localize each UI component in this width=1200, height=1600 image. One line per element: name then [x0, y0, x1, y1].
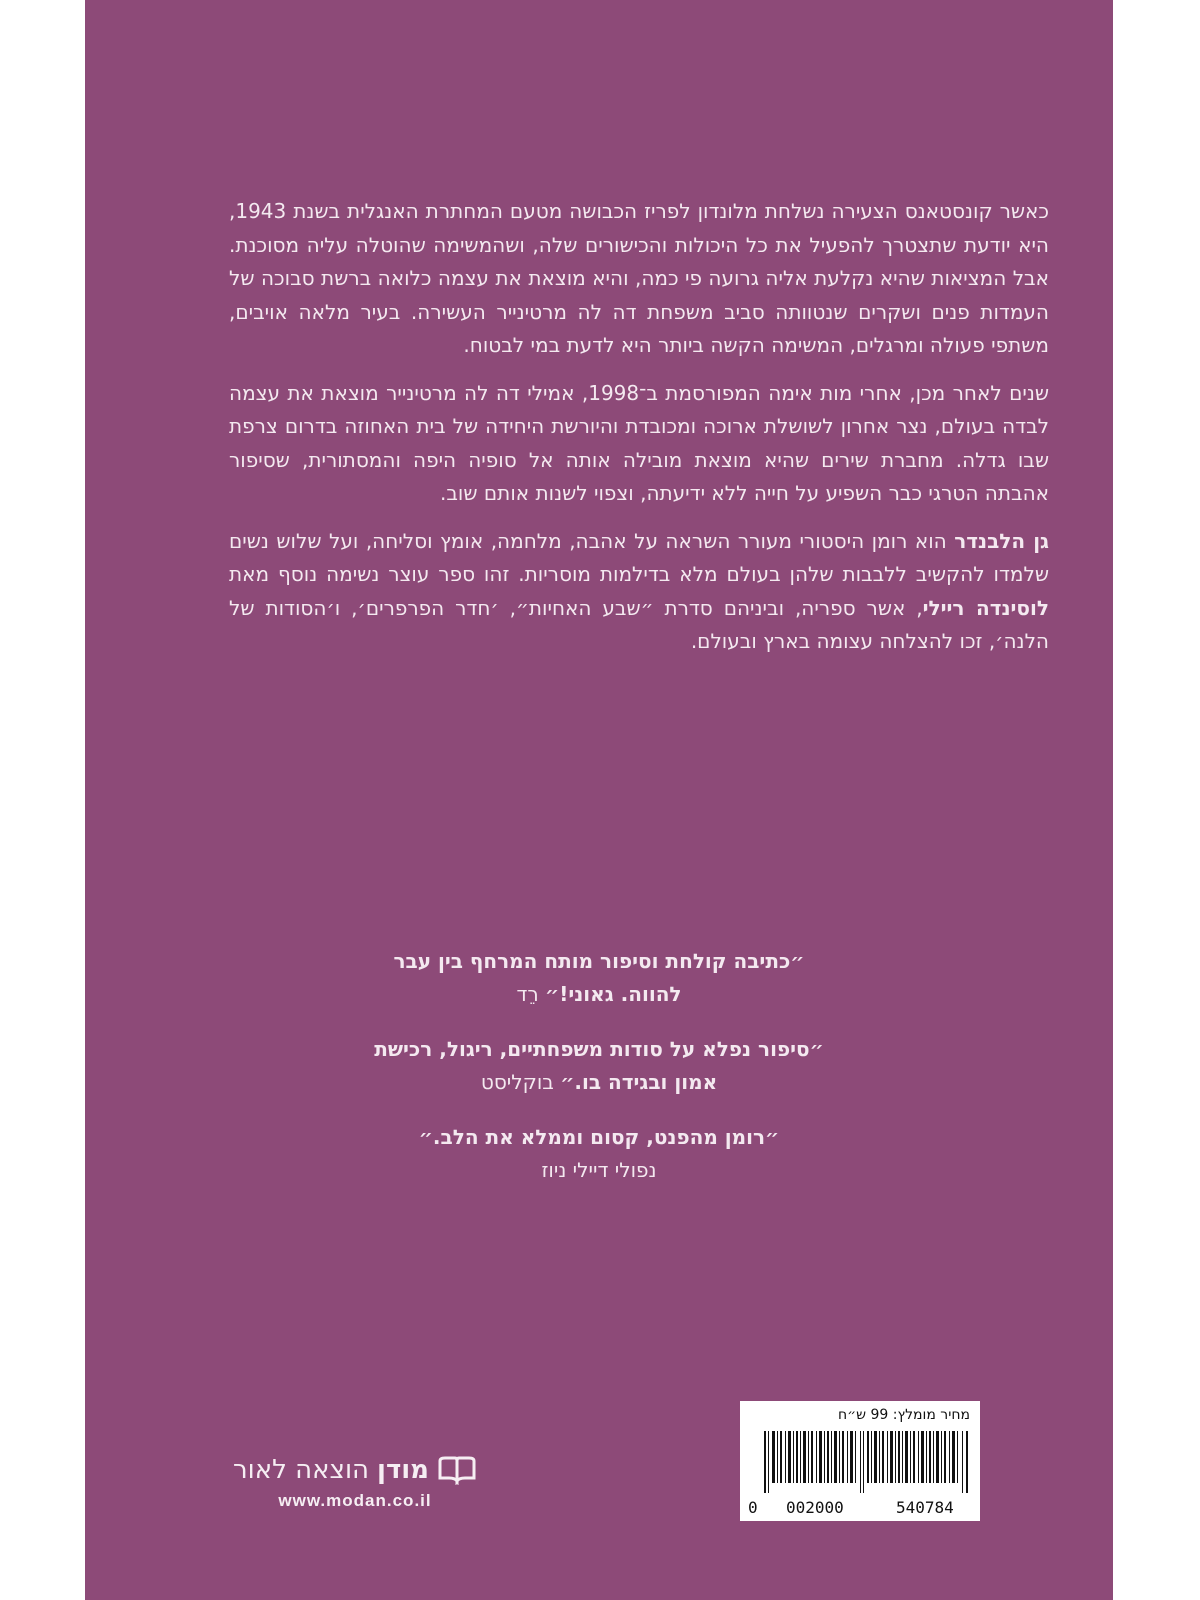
quote-source: בוקליסט	[480, 1070, 561, 1094]
publisher-name: מודן	[377, 1455, 429, 1485]
book-title: גן הלבנדר	[954, 528, 1049, 553]
blurb-paragraph-3-part-a: הוא רומן היסטורי מעורר השראה על אהבה, מלחמה, אומץ וסליחה, ועל שלוש נשים שלמדו להקשיב ללבבות שלהן בעולם מלא בדילמות מוסריות. זהו ספר עוצר נשימה נוסף מאת	[229, 528, 1049, 586]
review-quote	[369, 1033, 829, 1099]
quote-text: ״רומן מהפנט, קסום וממלא את הלב.״	[418, 1125, 780, 1149]
blurb-paragraph-3-part-b: , אשר ספריה, וביניהם סדרת ״שבע האחיות״, ׳חדר הפרפרים׳, ו׳הסודות של הלנה׳, זכו להצלחה עצומה בארץ ובעולם.	[229, 595, 1049, 653]
quote-text: ״כתיבה קולחת וסיפור מותח המרחף בין עבר להווה. גאוני!״	[393, 949, 805, 1006]
blurb-paragraph-2: שנים לאחר מכן, אחרי מות אימה המפורסמת ב־1998, אמילי דה לה מרטינייר מוצאת את עצמה לבדה בעולם, נצר אחרון לשושלת ארוכה ומכובדת והיורשת היחידה של בית האחוזה בדרום צרפת שבו גדלה. מחברת שירים שהיא מוצאת מובילה אותה אל סופיה היפה והמסתורית, שסיפור אהבתה הטרגי כבר השפיע על חייה ללא ידיעתה, וצפוי לשנות אותם שוב.	[229, 380, 1049, 505]
publisher-url: www.modan.co.il	[278, 1491, 432, 1510]
blurb-paragraph-1: כאשר קונסטאנס הצעירה נשלחת מלונדון לפריז הכבושה מטעם המחתרת האנגלית בשנת 1943, היא יודעת שתצטרך להפעיל את כל היכולות והכישורים שלה, ושהמשימה שהוטלה עליה מסוכנת. אבל המציאות שהיא נקלעת אליה גרועה פי כמה, והיא מוצאת את עצמה כלואה ברשת סבוכה של העמדות פנים ושקרים שנטוותה סביב משפחת דה לה מרטינייר העשירה. בעיר מלאה אויבים, משתפי פעולה ומרגלים, המשימה הקשה ביותר היא לדעת במי לבטוח.	[229, 199, 1049, 357]
review-quote	[369, 945, 829, 1011]
price-label: מחיר מומלץ: 99 ש״ח	[837, 1407, 970, 1423]
barcode-digit-group: 0	[748, 1498, 758, 1517]
blurb	[229, 195, 1049, 673]
blurb-paragraph-3	[229, 525, 1049, 659]
barcode-digit-group: 002000	[786, 1498, 844, 1517]
quote-source: נפולי דיילי ניוז	[541, 1158, 657, 1182]
quote-text: ״סיפור נפלא על סודות משפחתיים, ריגול, רכישת אמון ובגידה בו.״	[374, 1037, 824, 1094]
quote-source: רֵד	[516, 982, 546, 1006]
barcode-icon	[764, 1431, 969, 1493]
publisher-subtitle: הוצאה לאור	[233, 1455, 370, 1485]
publisher-logo-row	[215, 1455, 495, 1485]
barcode-digit-group: 540784	[896, 1498, 954, 1517]
back-cover	[85, 0, 1113, 1600]
author-name: לוסינדה ריילי	[922, 595, 1049, 620]
review-quote	[369, 1121, 829, 1187]
open-book-icon	[437, 1455, 477, 1485]
publisher-block	[215, 1455, 495, 1511]
review-quotes	[85, 945, 1113, 1209]
barcode-box	[740, 1401, 980, 1521]
